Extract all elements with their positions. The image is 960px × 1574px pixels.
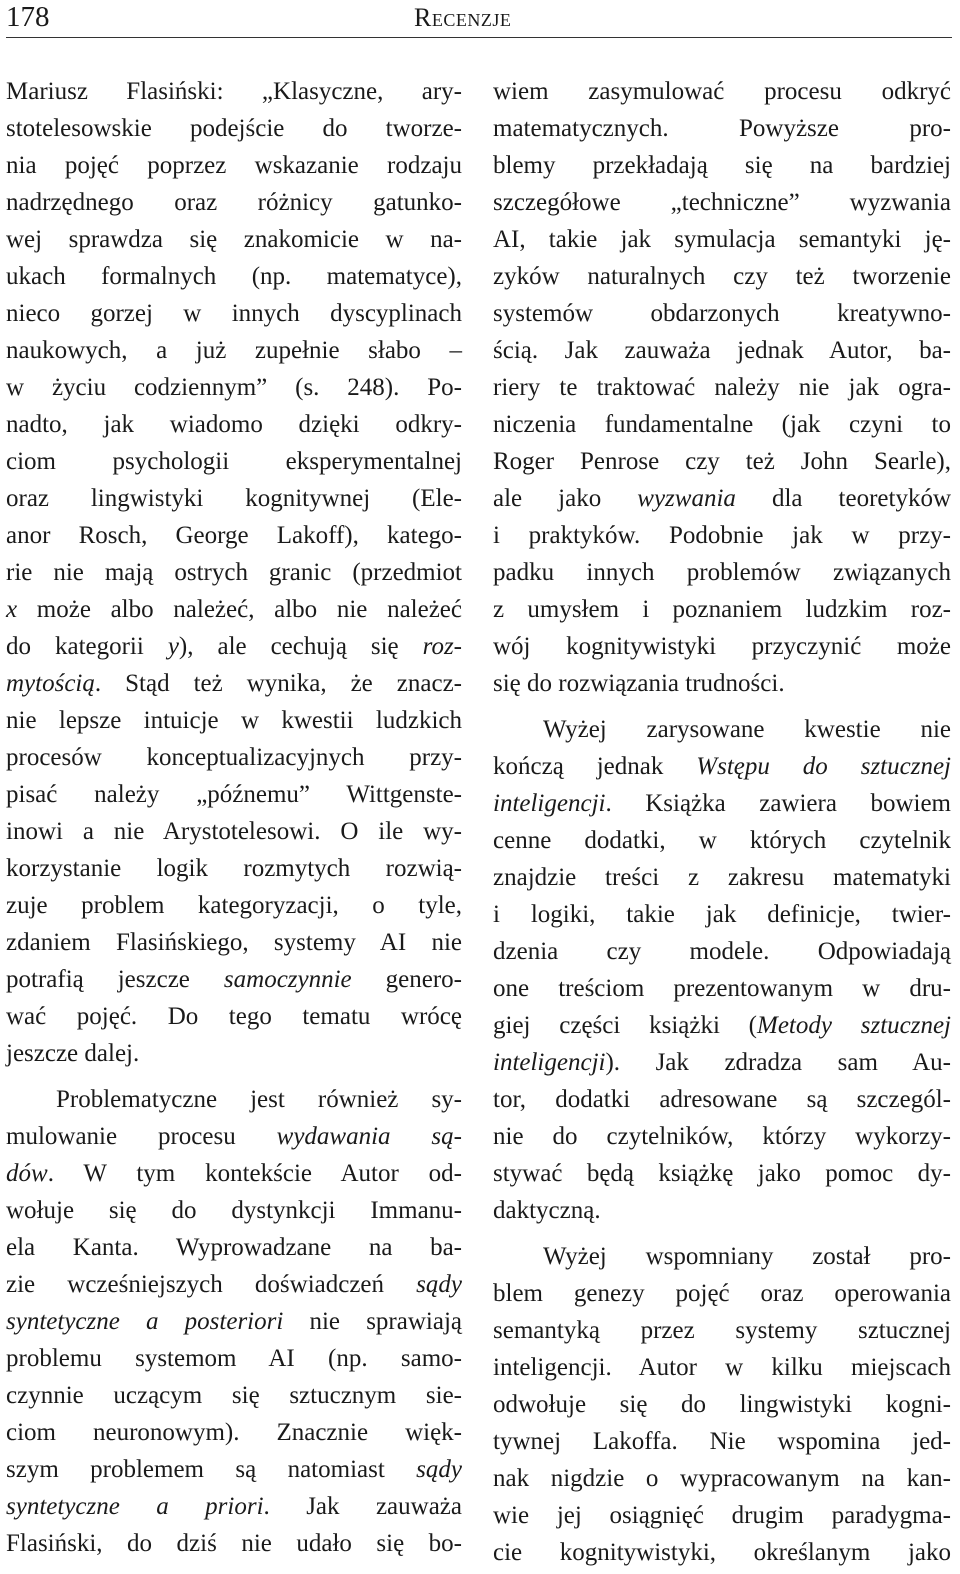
running-title: Recenzje: [414, 3, 512, 32]
text-line: daktyczną.: [493, 1197, 601, 1224]
text-line: wój kognitywistyki przyczynić może: [493, 633, 951, 660]
right-column: [493, 73, 951, 1571]
left-column: [6, 73, 462, 1562]
text-line: dów. W tym kontekście Autor od-: [6, 1160, 462, 1187]
text-line: jeszcze dalej.: [6, 1040, 140, 1067]
text-line: mytością. Stąd też wynika, że znacz-: [6, 670, 462, 697]
text-line: tor, dodatki adresowane są szczegól-: [493, 1086, 951, 1113]
text-line: Roger Penrose czy też John Searle),: [493, 448, 951, 475]
text-line: Wyżej wspomniany został pro-: [543, 1243, 951, 1270]
text-line: niczenia fundamentalne (jak czyni to: [493, 411, 951, 438]
text-line: nak nigdzie o wypracowanym na kan-: [493, 1465, 951, 1492]
text-line: do kategorii y), ale cechują się roz-: [6, 633, 462, 660]
text-line: potrafią jeszcze samoczynnie genero-: [6, 966, 463, 993]
text-line: ukach formalnych (np. matematyce),: [6, 263, 462, 290]
text-line: Flasiński, do dziś nie udało się bo-: [6, 1530, 462, 1557]
text-line: nie lepsze intuicje w kwestii ludzkich: [6, 707, 462, 734]
text-line: one treściom prezentowanym w dru-: [493, 975, 951, 1002]
text-line: anor Rosch, George Lakoff), katego-: [6, 522, 462, 549]
text-line: rie nie mają ostrych granic (przedmiot: [6, 559, 462, 586]
text-line: x może albo należeć, albo nie należeć: [6, 596, 462, 623]
text-line: inowi a nie Arystotelesowi. O ile wy-: [6, 818, 462, 845]
text-line: ciom psychologii eksperymentalnej: [6, 448, 462, 475]
text-line: zie wcześniejszych doświadczeń sądy: [6, 1271, 462, 1298]
text-line: czynnie uczącym się sztucznym sie-: [6, 1382, 462, 1409]
text-line: pisać należy „późnemu” Wittgenste-: [6, 781, 462, 808]
text-line: nie do czytelników, którzy wykorzy-: [493, 1123, 951, 1150]
text-line: semantyką przez systemy sztucznej: [493, 1317, 951, 1344]
text-line: problemu systemom AI (np. samo-: [6, 1345, 462, 1372]
text-line: Problematyczne jest również sy-: [56, 1086, 462, 1113]
text-line: syntetyczne a priori. Jak zauważa: [6, 1493, 462, 1520]
text-line: mulowanie procesu wydawania są-: [6, 1123, 462, 1150]
text-line: oraz lingwistyki kognitywnej (Ele-: [6, 485, 462, 512]
text-line: giej części książki (Metody sztucznej: [493, 1012, 952, 1039]
page-number: 178: [6, 1, 50, 33]
text-line: systemów obdarzonych kreatywno-: [493, 300, 951, 327]
text-line: inteligencji. Książka zawiera bowiem: [493, 790, 951, 817]
text-line: wiem zasymulować procesu odkryć: [493, 78, 951, 105]
text-line: i logiki, takie jak definicje, twier-: [493, 901, 951, 928]
text-line: nadto, jak wiadomo dzięki odkry-: [6, 411, 462, 438]
text-line: szczegółowe „techniczne” wyzwania: [493, 189, 951, 216]
text-line: blemy przekładają się na bardziej: [493, 152, 951, 179]
text-line: nieco gorzej w innych dyscyplinach: [6, 300, 462, 327]
text-line: riery te traktować należy nie jak ogra-: [493, 374, 951, 401]
text-line: nadrzędnego oraz różnicy gatunko-: [6, 189, 462, 216]
text-line: ścią. Jak zauważa jednak Autor, ba-: [493, 337, 951, 364]
text-line: zdaniem Flasińskiego, systemy AI nie: [6, 929, 462, 956]
text-line: odwołuje się do lingwistyki kogni-: [493, 1391, 951, 1418]
text-line: inteligencji. Autor w kilku miejscach: [493, 1354, 951, 1381]
text-line: ale jako wyzwania dla teoretyków: [493, 485, 951, 512]
text-line: ela Kanta. Wyprowadzane na ba-: [6, 1234, 462, 1261]
text-line: syntetyczne a posteriori nie sprawiają: [6, 1308, 462, 1335]
text-line: z umysłem i poznaniem ludzkim roz-: [493, 596, 951, 623]
text-line: i praktyków. Podobnie jak w przy-: [493, 522, 951, 549]
text-line: stotelesowskie podejście do tworze-: [6, 115, 462, 142]
text-line: stywać będą książkę jako pomoc dy-: [493, 1160, 951, 1187]
text-line: cie kognitywistyki, określanym jako: [493, 1539, 951, 1566]
header-rule: [6, 37, 952, 38]
text-line: korzystanie logik rozmytych rozwią-: [6, 855, 462, 882]
text-line: naukowych, a już zupełnie słabo –: [6, 337, 462, 364]
text-line: zuje problem kategoryzacji, o tyle,: [6, 892, 462, 919]
text-line: Wyżej zarysowane kwestie nie: [543, 716, 951, 743]
text-line: AI, takie jak symulacja semantyki ję-: [493, 226, 951, 253]
text-line: wać pojęć. Do tego tematu wrócę: [6, 1003, 462, 1030]
text-line: matematycznych. Powyższe pro-: [493, 115, 951, 142]
text-line: tywnej Lakoffa. Nie wspomina jed-: [493, 1428, 951, 1455]
text-line: ciom neuronowym). Znacznie więk-: [6, 1419, 462, 1446]
text-line: zyków naturalnych czy też tworzenie: [493, 263, 951, 290]
text-line: wej sprawdza się znakomicie w na-: [6, 226, 462, 253]
text-line: wołuje się do dystynkcji Immanu-: [6, 1197, 462, 1224]
text-line: dzenia czy modele. Odpowiadają: [493, 938, 951, 965]
text-line: Mariusz Flasiński: „Klasyczne, ary-: [6, 78, 462, 105]
text-line: wie jej osiągnięć drugim paradygma-: [493, 1502, 951, 1529]
text-line: nia pojęć poprzez wskazanie rodzaju: [6, 152, 462, 179]
text-line: kończą jednak Wstępu do sztucznej: [493, 753, 951, 780]
text-line: blem genezy pojęć oraz operowania: [493, 1280, 951, 1307]
text-line: procesów konceptualizacyjnych przy-: [6, 744, 462, 771]
text-line: inteligencji). Jak zdradza sam Au-: [493, 1049, 951, 1076]
text-line: znajdzie treści z zakresu matematyki: [493, 864, 951, 891]
text-line: w życiu codziennym” (s. 248). Po-: [6, 374, 462, 401]
text-line: cenne dodatki, w których czytelnik: [493, 827, 951, 854]
text-line: padku innych problemów związanych: [493, 559, 951, 586]
text-line: szym problemem są natomiast sądy: [6, 1456, 462, 1483]
text-line: się do rozwiązania trudności.: [493, 670, 785, 697]
running-header: [6, 0, 952, 38]
